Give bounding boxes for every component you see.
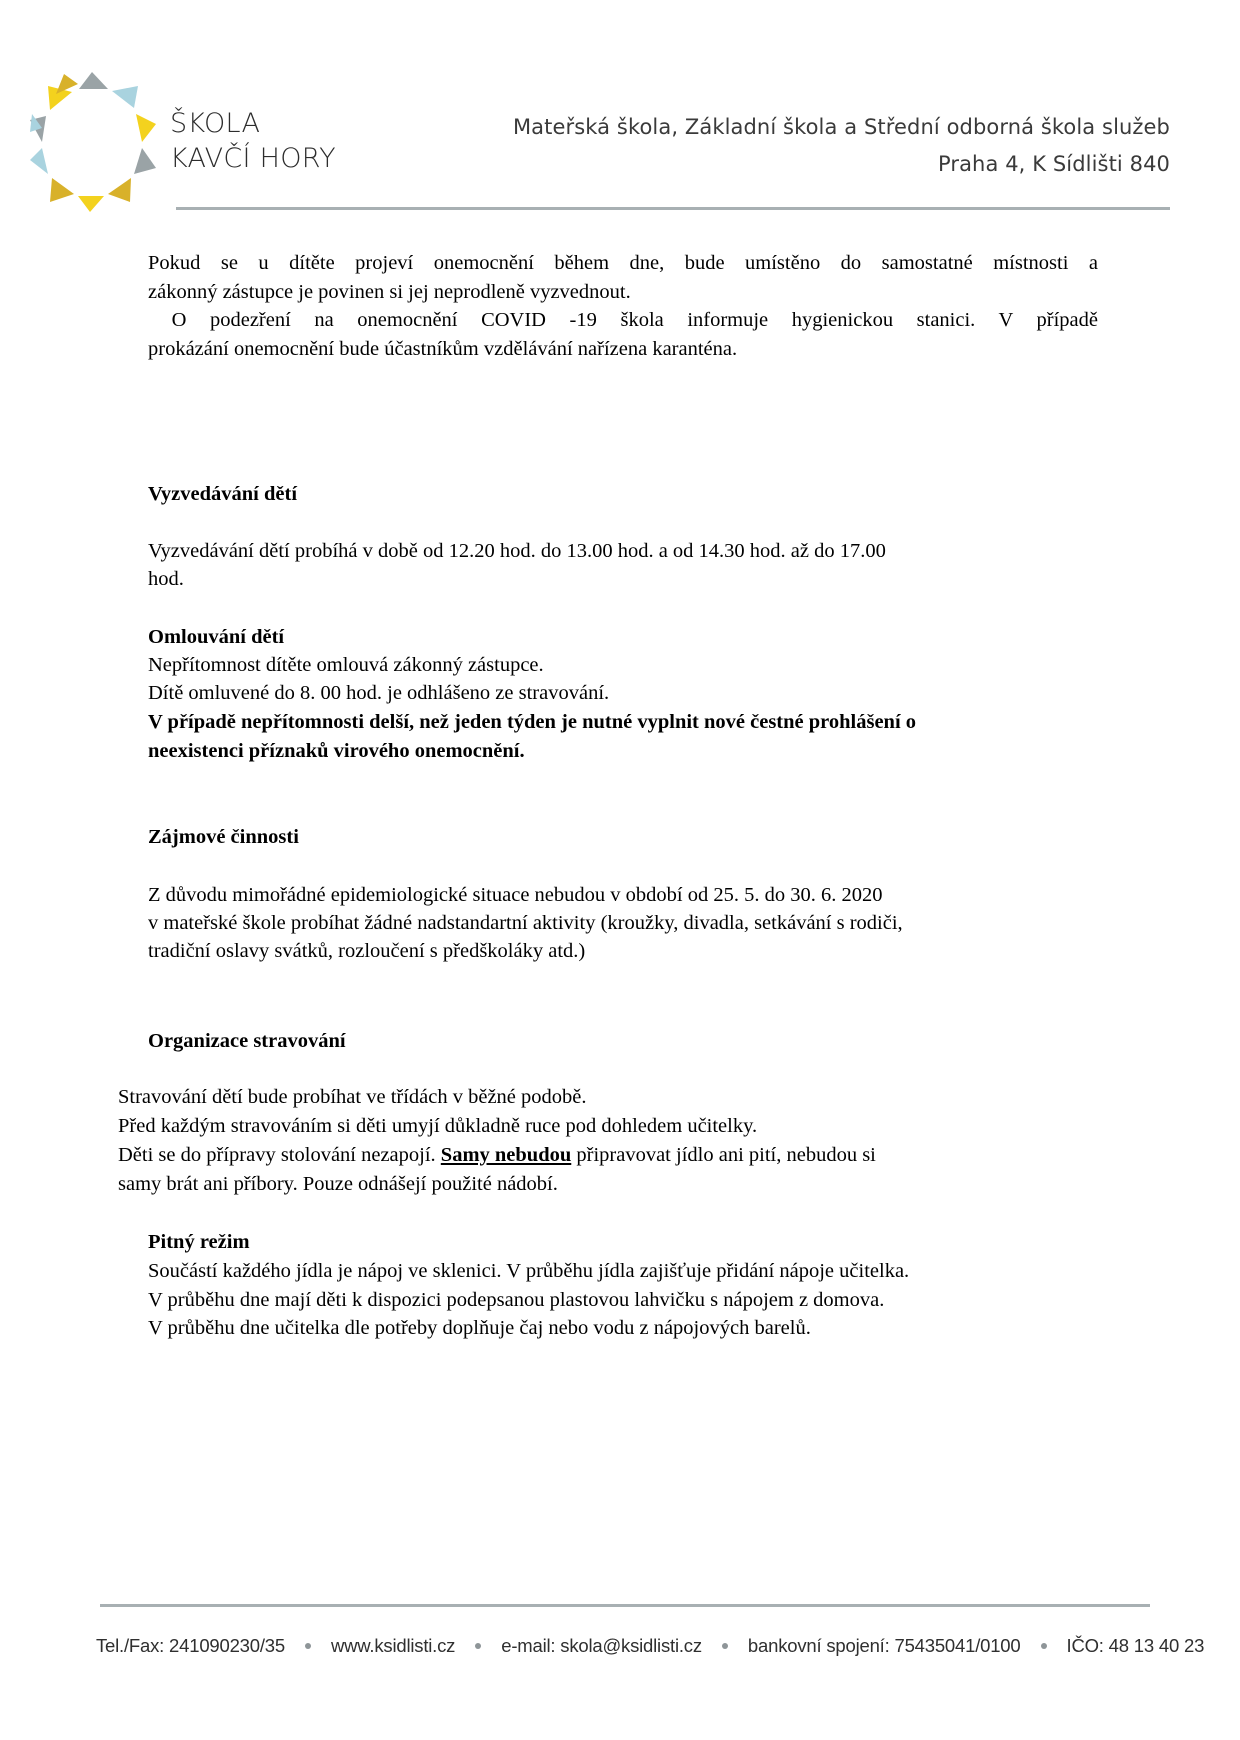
pickup-heading: Vyzvedávání dětí bbox=[148, 483, 298, 505]
activities-line: v mateřské škole probíhat žádné nadstandartní aktivity (kroužky, divadla, setkávání s rodiči, bbox=[148, 912, 903, 934]
separator-dot-icon bbox=[305, 1643, 311, 1649]
intro-line: Pokud se u dítěte projeví onemocnění během dne, bude umístěno do samostatné místnosti a bbox=[148, 252, 1098, 274]
intro-line: zákonný zástupce je povinen si jej neprodleně vyzvednout. bbox=[148, 280, 631, 303]
activities-line: tradiční oslavy svátků, rozloučení s předškoláky atd.) bbox=[148, 940, 586, 962]
footer-contacts bbox=[96, 1635, 1204, 1657]
logo-triangle bbox=[50, 178, 74, 202]
separator-dot-icon bbox=[475, 1643, 481, 1649]
header-divider bbox=[176, 207, 1170, 210]
drinking-line: V průběhu dne učitelka dle potřeby doplňuje čaj nebo vodu z nápojových barelů. bbox=[148, 1317, 811, 1339]
footer-bank: bankovní spojení: 75435041/0100 bbox=[747, 1635, 1021, 1656]
footer-ico: IČO: 48 13 40 23 bbox=[1066, 1635, 1205, 1656]
school-name-line1: ŠKOLA bbox=[170, 108, 261, 139]
activities-heading: Zájmové činnosti bbox=[148, 826, 299, 848]
school-name-line2: KAVČÍ HORY bbox=[170, 143, 336, 174]
pickup-line: Vyzvedávání dětí probíhá v době od 12.20 hod. do 13.00 hod. a od 14.30 hod. až do 17.00 bbox=[148, 540, 886, 562]
separator-dot-icon bbox=[722, 1643, 728, 1649]
meals-heading: Organizace stravování bbox=[148, 1030, 346, 1052]
logo-triangle bbox=[30, 148, 48, 174]
footer-web[interactable]: www.ksidlisti.cz bbox=[330, 1635, 456, 1656]
school-full-name: Mateřská škola, Základní škola a Střední odborná škola služeb bbox=[512, 115, 1170, 139]
absence-notice: neexistenci příznaků virového onemocnění. bbox=[148, 740, 525, 762]
logo-triangle bbox=[134, 148, 156, 174]
footer-phone: Tel./Fax: 241090230/35 bbox=[96, 1635, 285, 1656]
intro-paragraph bbox=[148, 249, 1098, 363]
school-logo-icon bbox=[28, 70, 158, 212]
meals-line bbox=[118, 1141, 876, 1170]
pickup-line: hod. bbox=[148, 568, 184, 590]
drinking-heading: Pitný režim bbox=[148, 1231, 250, 1253]
meals-line: Před každým stravováním si děti umyjí důkladně ruce pod dohledem učitelky. bbox=[118, 1115, 758, 1137]
meals-emphasis: Samy nebudou bbox=[440, 1144, 572, 1166]
meals-line: Stravování dětí bude probíhat ve třídách v běžné podobě. bbox=[118, 1086, 587, 1108]
logo-triangle bbox=[78, 196, 104, 212]
intro-line: O podezření na onemocnění COVID -19 škola informuje hygienickou stanici. V případě bbox=[148, 309, 1098, 331]
absence-line: Nepřítomnost dítěte omlouvá zákonný zástupce. bbox=[148, 654, 544, 676]
school-logo bbox=[28, 70, 158, 212]
meals-line: samy brát ani příbory. Pouze odnášejí použité nádobí. bbox=[118, 1173, 558, 1195]
logo-triangle bbox=[79, 72, 108, 89]
logo-triangle bbox=[112, 86, 138, 108]
footer-email[interactable]: e-mail: skola@ksidlisti.cz bbox=[501, 1635, 702, 1656]
drinking-line: Součástí každého jídla je nápoj ve sklenici. V průběhu jídla zajišťuje přidání nápoje učitelka. bbox=[148, 1260, 910, 1282]
absence-line: Dítě omluvené do 8. 00 hod. je odhlášeno ze stravování. bbox=[148, 682, 610, 704]
school-address: Praha 4, K Sídlišti 840 bbox=[937, 152, 1170, 176]
separator-dot-icon bbox=[1041, 1643, 1047, 1649]
meals-text: připravovat jídlo ani pití, nebudou si bbox=[571, 1144, 876, 1166]
meals-text: Děti se do přípravy stolování nezapojí. bbox=[118, 1144, 441, 1166]
absence-notice: V případě nepřítomnosti delší, než jeden týden je nutné vyplnit nové čestné prohlášení o bbox=[148, 711, 917, 733]
logo-triangle bbox=[108, 178, 131, 202]
intro-line: prokázání onemocnění bude účastníkům vzdělávání nařízena karanténa. bbox=[148, 337, 738, 360]
absence-heading: Omlouvání dětí bbox=[148, 626, 285, 648]
footer-divider bbox=[100, 1604, 1150, 1607]
drinking-line: V průběhu dne mají děti k dispozici podepsanou plastovou lahvičku s nápojem z domova. bbox=[148, 1289, 885, 1311]
logo-triangle bbox=[136, 114, 156, 142]
activities-line: Z důvodu mimořádné epidemiologické situace nebudou v období od 25. 5. do 30. 6. 2020 bbox=[148, 884, 883, 906]
